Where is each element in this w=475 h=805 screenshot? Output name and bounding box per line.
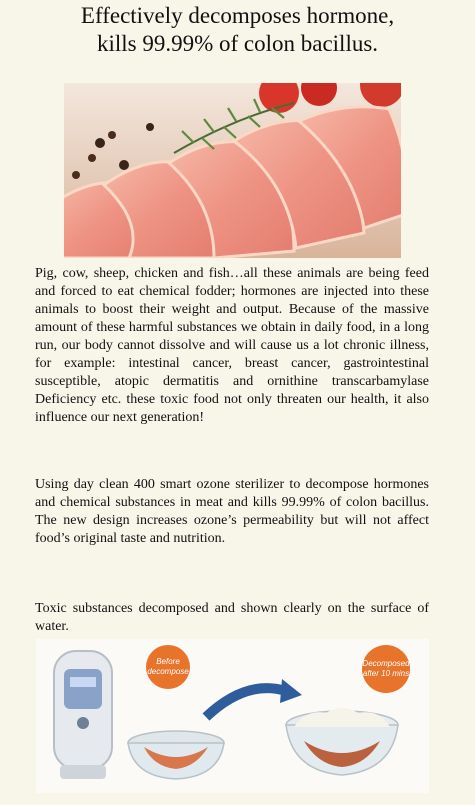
paragraph-sterilizer-benefit: Using day clean 400 smart ozone sterilizer to decompose hormones and chemical substances in meat and kills 99.99% of colon bacillus. The new design increases ozone’s permeability but will not affect food’s original taste and nutrition.: [35, 477, 429, 546]
before-label-line-2: decompose: [147, 667, 189, 676]
heading-line-2: kills 99.99% of colon bacillus.: [96, 31, 379, 56]
paragraph-toxic-decomposed: Toxic substances decomposed and shown clearly on the surface of water.: [35, 601, 429, 634]
ozone-sterilizer-device: [54, 651, 112, 779]
heading-line-1: Effectively decomposes hormone,: [80, 3, 395, 28]
before-after-demo-photo: [36, 639, 429, 793]
paragraph-hormone-risks: Pig, cow, sheep, chicken and fish…all these animals are being feed and forced to eat chemical fodder; hormones are injected into these animals to boost their weight and output. Because of the massive amount of these harmful substances we obtain in daily food, in a long run, our body cannot dissolve and will cause us a lot chronic illness, for example: intestinal cancer, breast cancer, gastrointestinal susceptible, atopic dermatitis and ornithine transcarbamylase Deficiency etc. these toxic food not only threaten our health, it also influence our next generation!: [35, 266, 429, 425]
before-label-line-1: Before: [156, 657, 180, 666]
after-label-line-1: Decomposed: [362, 659, 410, 668]
raw-meat-photo: [64, 83, 401, 258]
page-heading: [0, 2, 475, 58]
after-label-line-2: after 10 mins: [362, 669, 410, 678]
